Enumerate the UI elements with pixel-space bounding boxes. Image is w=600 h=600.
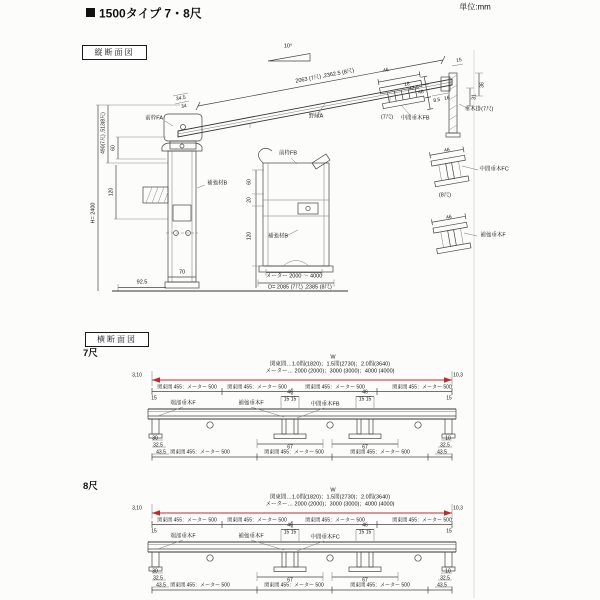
x8-bottom-seg-3: 関東間 455：メーター 500 xyxy=(350,582,410,588)
page-title: 1500タイプ 7・8尺 xyxy=(99,6,202,21)
x7-spec-line1: 関東間…1.0間(1820)；1.5間(2730)；2.0間(3640) xyxy=(269,361,391,368)
label-reinforce-b-column: 補強材B xyxy=(207,180,228,187)
cross-section-label: 横断面図 xyxy=(85,332,149,347)
x8-spec-line2: メーター… 2000 (2000)；3000 (3000)；4000 (4000) xyxy=(265,500,395,507)
dim-18: 18 xyxy=(403,81,411,88)
dim-31: 31 xyxy=(471,94,478,100)
x8-seg-label-4: 関東間 455：メーター 500 xyxy=(392,517,452,523)
x8-spec-line1: 関東間…1.0間(1820)；1.5間(2730)；2.0間(3640) xyxy=(269,494,391,501)
label-front-frame-fa: 前枠FA xyxy=(145,115,163,122)
x7-dim-15-left: 15 xyxy=(151,395,157,402)
x7-stack-left-32-5: 32.5 xyxy=(153,442,163,449)
dim-16: 16 xyxy=(443,95,451,102)
dim-depth-total: D= 2085 (7尺) ,2385 (8尺) xyxy=(268,284,332,291)
x8-dim-67-2: 67 xyxy=(362,577,368,584)
x7-stack-left-43-5: 43.5 xyxy=(156,449,166,456)
x7-seg-label-1: 関東間 455：メーター 500 xyxy=(157,384,217,390)
x7-dim-46-2: 46 xyxy=(362,389,368,396)
x8-label-reinforce-rafter: 補強垂木F xyxy=(238,533,264,540)
dim-front-20: 20 xyxy=(246,197,253,203)
vertical-section-label: 縦断面図 xyxy=(82,45,147,60)
x7-dim-15-right: 15 xyxy=(446,395,452,402)
x8-stack-right-32-5: 32.5 xyxy=(440,575,450,582)
dim-42-5: 42.5 xyxy=(408,84,420,93)
heading-7shaku: 7尺 xyxy=(83,348,98,359)
x7-stack-left-30: 30 xyxy=(152,435,158,442)
heading-8shaku: 8尺 xyxy=(83,481,98,492)
dim-fc-46: 46 xyxy=(443,147,451,154)
dim-15: 15 xyxy=(455,57,463,64)
dim-height-490: 490(7尺) ,513(8尺) xyxy=(100,112,107,154)
label-front-frame-fb: 前枠FB xyxy=(278,150,298,157)
x8-bottom-seg-1: 関東間 455：メーター 500 xyxy=(170,582,230,588)
x8-dim-15-left: 15 xyxy=(151,528,157,535)
dim-front-60: 60 xyxy=(246,179,253,185)
x8-dim-15-15-1: 15 15 xyxy=(283,529,297,536)
x8-stack-left-43-5: 43.5 xyxy=(156,582,166,589)
x7-seg-label-4: 関東間 455：メーター 500 xyxy=(392,384,452,390)
x8-seg-label-3: 関東間 455：メーター 500 xyxy=(305,517,365,523)
x7-w-label: W xyxy=(330,354,336,361)
x8-seg-label-2: 関東間 455：メーター 500 xyxy=(227,517,287,523)
x8-dim-46-1: 46 xyxy=(287,522,293,529)
dim-rafter-46: 46 xyxy=(382,67,390,74)
dim-36: 36 xyxy=(479,82,486,88)
x7-bottom-seg-1: 関東間 455：メーター 500 xyxy=(170,449,230,455)
dim-front-120: 120 xyxy=(246,231,253,241)
x8-dim-15-15-2: 15 15 xyxy=(358,529,372,536)
label-mid-rafter-fb-size: (7尺) xyxy=(380,114,394,121)
dim-f-46: 46 xyxy=(445,214,453,221)
label-reinforce-rafter-f: 補強垂木F xyxy=(480,232,506,239)
dim-meter-range: メーター 2000 〜 4000 xyxy=(265,273,323,280)
x8-dim-67-1: 67 xyxy=(287,577,293,584)
x8-stack-right-43-5: 43.5 xyxy=(437,582,447,589)
x8-seg-label-1: 関東間 455：メーター 500 xyxy=(157,517,217,523)
vertical-section-linework xyxy=(96,54,483,292)
label-mid-rafter-fb: 中間垂木FB xyxy=(400,115,430,122)
dim-8-5: 8.5 xyxy=(432,96,441,105)
x7-dim-67-1: 67 xyxy=(287,444,293,451)
x7-stack-right-43-5: 43.5 xyxy=(437,449,447,456)
label-mid-rafter-fc-size: (8尺) xyxy=(438,192,452,199)
x8-label-end-rafter: 端部垂木F xyxy=(170,533,196,540)
x8-label-mid-rafter: 中間垂木FC xyxy=(310,534,340,541)
x8-end-dim-right: 10,3 xyxy=(453,505,463,511)
x8-stack-right-10: 10 xyxy=(445,568,451,575)
label-nobuchi-a: 野縁A xyxy=(308,113,324,120)
dim-46-b: 46 xyxy=(417,89,425,96)
label-mid-rafter-fc: 中間垂木FC xyxy=(479,166,509,173)
x8-end-dim-left: 3,10 xyxy=(132,505,142,511)
x7-bottom-seg-3: 関東間 455：メーター 500 xyxy=(350,449,410,455)
x8-dim-15-right: 15 xyxy=(446,528,452,535)
x7-stack-right-10: 10 xyxy=(445,435,451,442)
label-reinforce-b-mid: 補強材B xyxy=(267,233,289,240)
title-square-icon xyxy=(86,8,95,17)
dim-70: 70 xyxy=(178,269,186,276)
dim-slope-angle: 10° xyxy=(283,43,293,50)
dim-slope-length: 2063 (7尺) ,2362.5 (8尺) xyxy=(295,67,355,85)
x7-dim-15-15-2: 15 15 xyxy=(358,396,372,403)
x7-label-end-rafter: 端部垂木F xyxy=(170,400,196,407)
x7-dim-15-15-1: 15 15 xyxy=(283,396,297,403)
x8-stack-left-32-5: 32.5 xyxy=(153,575,163,582)
x7-dim-67-2: 67 xyxy=(362,444,368,451)
dim-120: 120 xyxy=(108,187,115,197)
x7-end-dim-right: 10,3 xyxy=(453,372,463,378)
x7-seg-label-2: 関東間 455：メーター 500 xyxy=(227,384,287,390)
x7-seg-label-3: 関東間 455：メーター 500 xyxy=(305,384,365,390)
dim-60: 60 xyxy=(110,145,117,151)
x8-dim-46-2: 46 xyxy=(362,522,368,529)
unit-note: 単位:mm xyxy=(459,2,491,12)
x7-stack-right-32-5: 32.5 xyxy=(440,442,450,449)
x7-label-reinforce-rafter: 補強垂木F xyxy=(238,400,264,407)
dim-h-2400: H= 2400 xyxy=(90,202,97,224)
x8-bottom-seg-2: 関東間 455：メーター 500 xyxy=(264,582,324,588)
dim-34: 34 xyxy=(180,103,188,110)
x7-dim-46-1: 46 xyxy=(287,389,293,396)
x8-w-label: W xyxy=(330,487,336,494)
dim-92-5: 92.5 xyxy=(136,279,148,286)
dim-34-5: 34.5 xyxy=(175,94,187,103)
x7-end-dim-left: 3,10 xyxy=(132,372,142,378)
x7-bottom-seg-2: 関東間 455：メーター 500 xyxy=(264,449,324,455)
x8-stack-left-30: 30 xyxy=(152,568,158,575)
x7-label-mid-rafter: 中間垂木FB xyxy=(310,401,340,408)
label-tarukigake: 垂木掛(7尺) xyxy=(464,106,494,113)
x7-spec-line2: メーター… 2000 (2000)；3000 (3000)；4000 (4000) xyxy=(265,367,395,374)
